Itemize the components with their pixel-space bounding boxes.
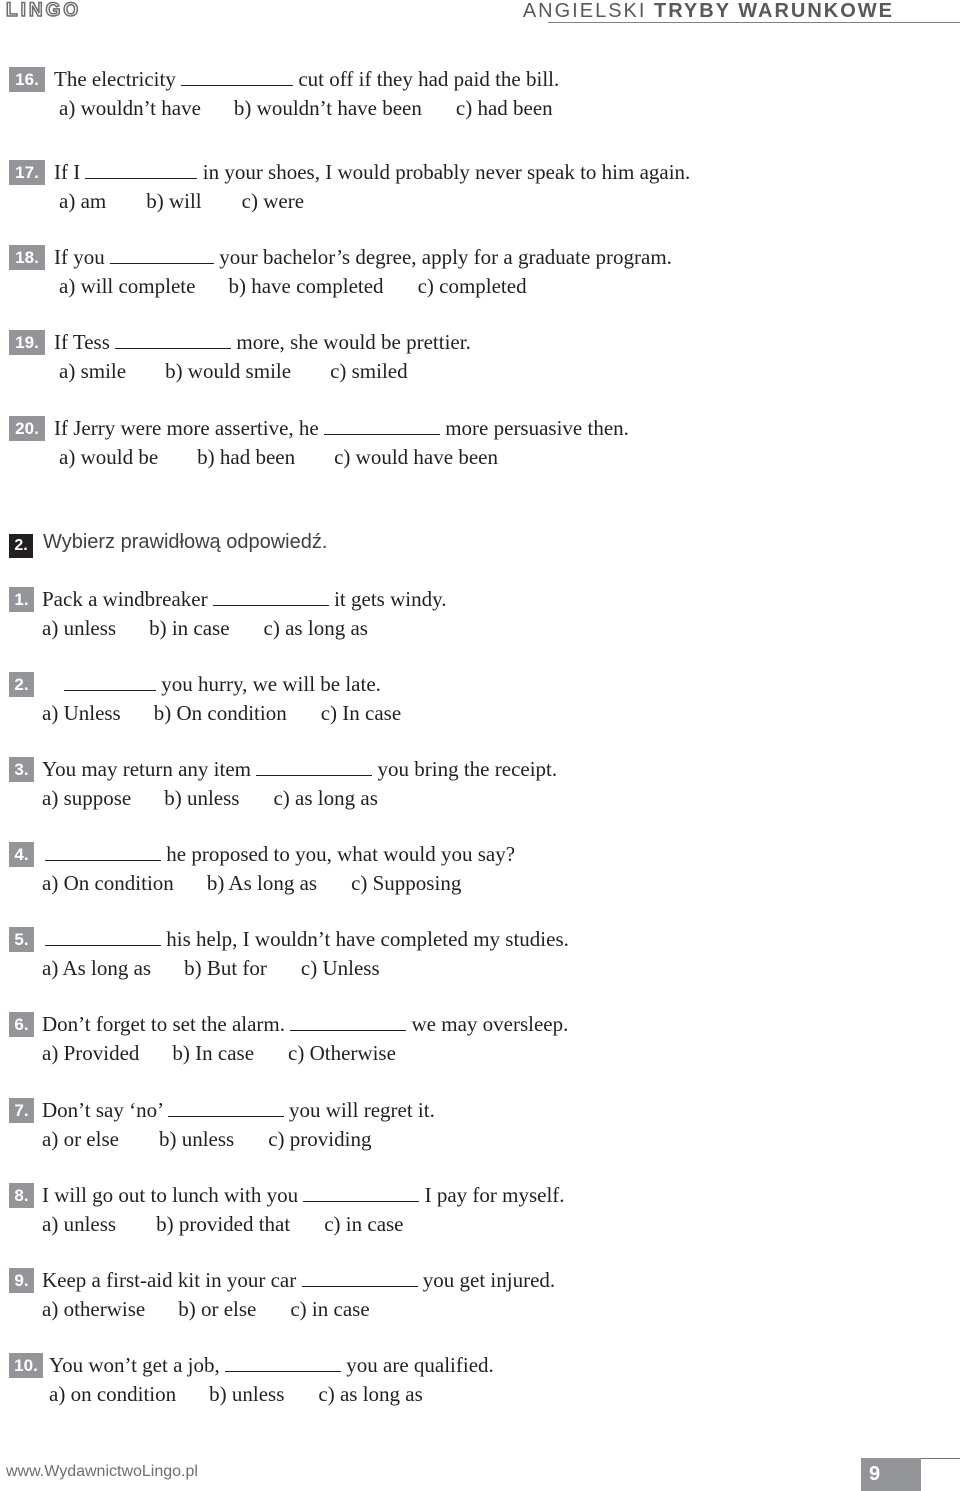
question-text-after: it gets windy. bbox=[334, 587, 447, 611]
question-text-before: You won’t get a job, bbox=[49, 1353, 220, 1377]
answer-options bbox=[42, 1039, 396, 1068]
question-text-after: I pay for myself. bbox=[424, 1183, 565, 1207]
footer-rule bbox=[921, 1458, 960, 1459]
section-instruction: Wybierz prawidłową odpowiedź. bbox=[43, 531, 328, 553]
answer-blank[interactable] bbox=[225, 1353, 341, 1372]
question-text bbox=[54, 328, 471, 357]
answer-options bbox=[59, 94, 553, 123]
answer-option-c[interactable]: c) had been bbox=[455, 96, 553, 120]
answer-blank[interactable] bbox=[64, 672, 156, 691]
answer-option-b[interactable]: b) in case bbox=[149, 616, 230, 640]
part2-item-9 bbox=[0, 1266, 960, 1326]
answer-option-a[interactable]: a) Unless bbox=[42, 701, 121, 725]
answer-option-c[interactable]: c) In case bbox=[320, 701, 402, 725]
question-text-before: Don’t forget to set the alarm. bbox=[42, 1012, 285, 1036]
answer-options bbox=[42, 869, 461, 898]
header-rule bbox=[548, 22, 960, 23]
answer-option-a[interactable]: a) unless bbox=[42, 1212, 117, 1236]
answer-option-c[interactable]: c) in case bbox=[324, 1212, 404, 1236]
answer-option-c[interactable]: c) as long as bbox=[273, 786, 378, 810]
question-text bbox=[54, 243, 672, 272]
question-text-before: The electricity bbox=[54, 67, 176, 91]
question-text-before: If I bbox=[54, 160, 81, 184]
answer-option-b[interactable]: b) But for bbox=[184, 956, 267, 980]
answer-blank[interactable] bbox=[324, 416, 440, 435]
answer-options bbox=[42, 784, 378, 813]
answer-option-b[interactable]: b) unless bbox=[164, 786, 240, 810]
answer-blank[interactable] bbox=[290, 1012, 406, 1031]
answer-option-b[interactable]: b) will bbox=[146, 189, 202, 213]
answer-options bbox=[49, 1380, 423, 1409]
question-text-after: you will regret it. bbox=[289, 1098, 435, 1122]
answer-option-b[interactable]: b) unless bbox=[158, 1127, 235, 1151]
answer-option-c[interactable]: c) completed bbox=[417, 274, 527, 298]
answer-option-a[interactable]: a) would be bbox=[59, 445, 159, 469]
answer-options bbox=[42, 1125, 371, 1154]
answer-option-b[interactable]: b) provided that bbox=[156, 1212, 291, 1236]
question-text-after: you are qualified. bbox=[346, 1353, 494, 1377]
question-text bbox=[49, 1351, 494, 1380]
answer-options bbox=[42, 699, 401, 728]
answer-option-b[interactable]: b) As long as bbox=[206, 871, 318, 895]
question-text bbox=[42, 1010, 568, 1039]
question-text bbox=[54, 414, 629, 443]
answer-blank[interactable] bbox=[168, 1098, 284, 1117]
question-number: 18. bbox=[9, 245, 45, 270]
answer-option-b[interactable]: b) would smile bbox=[165, 359, 292, 383]
question-text bbox=[42, 925, 569, 954]
question-text-after: more persuasive then. bbox=[445, 416, 629, 440]
question-text-before: Pack a windbreaker bbox=[42, 587, 208, 611]
answer-option-c[interactable]: c) as long as bbox=[318, 1382, 423, 1406]
answer-option-b[interactable]: b) In case bbox=[172, 1041, 255, 1065]
part2-item-4 bbox=[0, 840, 960, 900]
question-text-after: cut off if they had paid the bill. bbox=[298, 67, 560, 91]
part2-item-3 bbox=[0, 755, 960, 815]
answer-option-a[interactable]: a) wouldn’t have bbox=[59, 96, 201, 120]
answer-blank[interactable] bbox=[110, 245, 214, 264]
question-text-before: You may return any item bbox=[42, 757, 252, 781]
question-text-after: your bachelor’s degree, apply for a graduate program. bbox=[219, 245, 672, 269]
answer-blank[interactable] bbox=[85, 160, 197, 179]
part2-item-1 bbox=[0, 585, 960, 645]
answer-options bbox=[42, 614, 368, 643]
answer-option-a[interactable]: a) am bbox=[59, 189, 107, 213]
question-text bbox=[42, 840, 515, 869]
question-text bbox=[42, 1181, 565, 1210]
answer-option-a[interactable]: a) or else bbox=[42, 1127, 119, 1151]
question-text-after: you hurry, we will be late. bbox=[161, 672, 381, 696]
answer-option-a[interactable]: a) unless bbox=[42, 616, 117, 640]
part1-item-19 bbox=[0, 328, 960, 388]
question-number: 7. bbox=[9, 1098, 34, 1123]
answer-option-c[interactable]: c) were bbox=[241, 189, 305, 213]
question-text bbox=[42, 585, 446, 614]
answer-option-c[interactable]: c) Supposing bbox=[351, 871, 462, 895]
question-text-after: he proposed to you, what would you say? bbox=[166, 842, 516, 866]
part2-item-6 bbox=[0, 1010, 960, 1070]
question-number: 1. bbox=[9, 587, 34, 612]
answer-blank[interactable] bbox=[302, 1268, 418, 1287]
answer-option-c[interactable]: c) providing bbox=[268, 1127, 372, 1151]
part2-item-8 bbox=[0, 1181, 960, 1241]
answer-option-c[interactable]: c) as long as bbox=[263, 616, 368, 640]
question-text-after: in your shoes, I would probably never speak to him again. bbox=[202, 160, 691, 184]
question-text bbox=[42, 1266, 555, 1295]
header-title-light: ANGIELSKI bbox=[522, 0, 647, 22]
question-text bbox=[54, 65, 559, 94]
answer-blank[interactable] bbox=[256, 757, 372, 776]
question-text-after: we may oversleep. bbox=[411, 1012, 569, 1036]
question-text-after: you bring the receipt. bbox=[377, 757, 558, 781]
answer-options bbox=[59, 443, 498, 472]
answer-blank[interactable] bbox=[45, 842, 161, 861]
question-text-before: Don’t say ‘no’ bbox=[42, 1098, 163, 1122]
question-text bbox=[42, 755, 557, 784]
question-number: 16. bbox=[9, 67, 45, 92]
question-text bbox=[54, 158, 690, 187]
answer-options bbox=[59, 272, 527, 301]
question-number: 19. bbox=[9, 330, 45, 355]
part1-item-18 bbox=[0, 243, 960, 303]
answer-option-c[interactable]: c) smiled bbox=[330, 359, 408, 383]
question-number: 2. bbox=[9, 672, 34, 697]
part1-item-17 bbox=[0, 158, 960, 218]
question-number: 20. bbox=[9, 416, 45, 441]
answer-option-b[interactable]: b) had been bbox=[197, 445, 296, 469]
answer-option-a[interactable]: a) As long as bbox=[42, 956, 152, 980]
header-title-bold: TRYBY WARUNKOWE bbox=[654, 0, 894, 22]
answer-blank[interactable] bbox=[115, 330, 231, 349]
answer-option-a[interactable]: a) On condition bbox=[42, 871, 174, 895]
footer-website[interactable]: www.WydawnictwoLingo.pl bbox=[6, 1463, 198, 1480]
answer-option-a[interactable]: a) suppose bbox=[42, 786, 132, 810]
question-text-before: If you bbox=[54, 245, 105, 269]
question-text-before: If Jerry were more assertive, he bbox=[54, 416, 319, 440]
question-text-before: I will go out to lunch with you bbox=[42, 1183, 299, 1207]
part2-item-7 bbox=[0, 1096, 960, 1156]
answer-option-b[interactable]: b) On condition bbox=[153, 701, 287, 725]
part2-item-2 bbox=[0, 670, 960, 730]
answer-blank[interactable] bbox=[213, 587, 329, 606]
question-text-before: Keep a first-aid kit in your car bbox=[42, 1268, 297, 1292]
answer-blank[interactable] bbox=[303, 1183, 419, 1202]
question-number: 10. bbox=[9, 1353, 43, 1378]
answer-option-a[interactable]: a) on condition bbox=[49, 1382, 177, 1406]
answer-option-a[interactable]: a) otherwise bbox=[42, 1297, 146, 1321]
answer-options bbox=[42, 954, 380, 983]
answer-options bbox=[42, 1210, 404, 1239]
answer-option-a[interactable]: a) Provided bbox=[42, 1041, 140, 1065]
answer-option-a[interactable]: a) will complete bbox=[59, 274, 196, 298]
answer-blank[interactable] bbox=[181, 67, 293, 86]
answer-option-b[interactable]: b) or else bbox=[178, 1297, 257, 1321]
answer-option-b[interactable]: b) have completed bbox=[228, 274, 384, 298]
question-text-after: you get injured. bbox=[422, 1268, 556, 1292]
lingo-logo: LINGO bbox=[6, 0, 82, 21]
header-title bbox=[523, 0, 894, 23]
answer-blank[interactable] bbox=[45, 927, 161, 946]
question-text-after: more, she would be prettier. bbox=[236, 330, 471, 354]
answer-option-c[interactable]: c) Otherwise bbox=[288, 1041, 396, 1065]
question-number: 8. bbox=[9, 1183, 34, 1208]
question-number: 5. bbox=[9, 927, 34, 952]
part1-item-20 bbox=[0, 414, 960, 474]
answer-option-c[interactable]: c) in case bbox=[290, 1297, 370, 1321]
answer-options bbox=[59, 187, 304, 216]
answer-option-c[interactable]: c) Unless bbox=[300, 956, 380, 980]
part2-item-5 bbox=[0, 925, 960, 985]
question-number: 9. bbox=[9, 1268, 34, 1293]
answer-option-b[interactable]: b) wouldn’t have been bbox=[233, 96, 422, 120]
page-number: 9 bbox=[861, 1458, 921, 1491]
part2-item-10 bbox=[0, 1351, 960, 1411]
answer-option-a[interactable]: a) smile bbox=[59, 359, 127, 383]
answer-option-b[interactable]: b) unless bbox=[209, 1382, 285, 1406]
question-text bbox=[42, 1096, 435, 1125]
section-number: 2. bbox=[9, 534, 33, 558]
question-number: 4. bbox=[9, 842, 34, 867]
question-number: 3. bbox=[9, 757, 34, 782]
question-text bbox=[42, 670, 381, 699]
question-text-after: his help, I wouldn’t have completed my studies. bbox=[166, 927, 569, 951]
answer-options bbox=[59, 357, 408, 386]
question-number: 17. bbox=[9, 160, 45, 185]
question-text-before: If Tess bbox=[54, 330, 110, 354]
answer-options bbox=[42, 1295, 370, 1324]
question-number: 6. bbox=[9, 1012, 34, 1037]
answer-option-c[interactable]: c) would have been bbox=[334, 445, 498, 469]
part1-item-16 bbox=[0, 65, 960, 125]
